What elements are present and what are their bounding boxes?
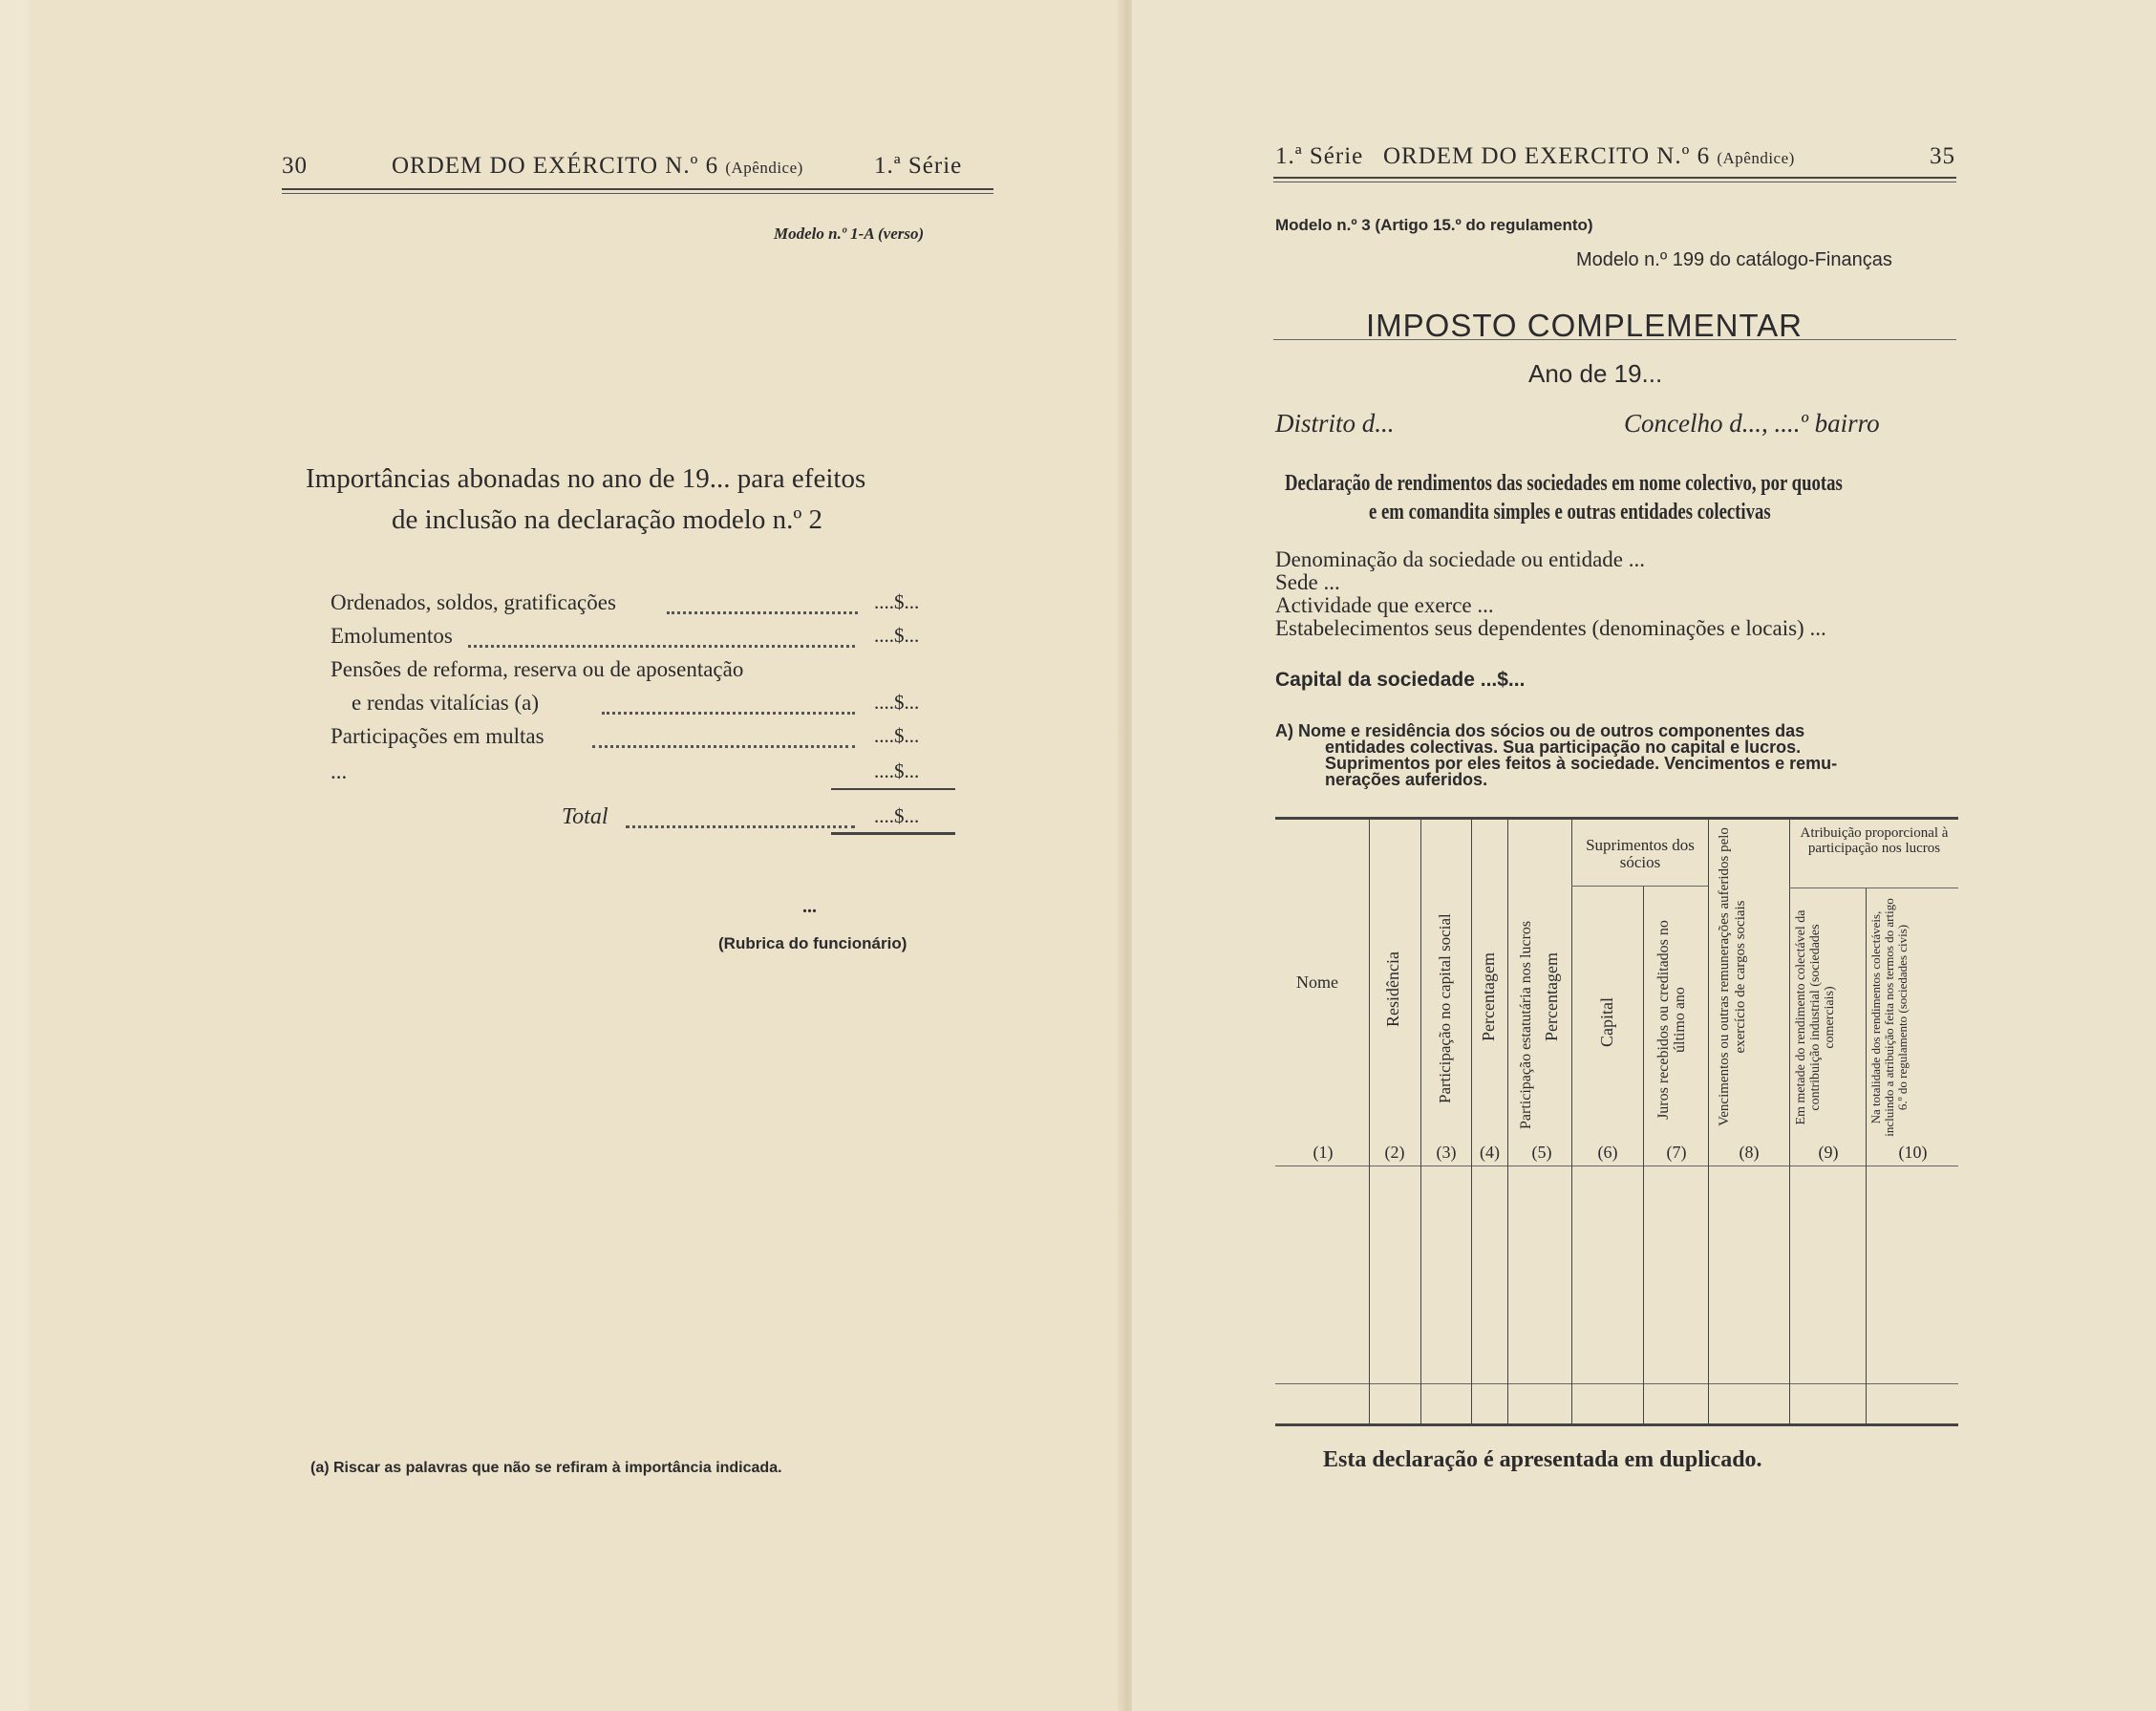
col-num-3: (3)	[1436, 1143, 1457, 1162]
left-footnote: (a) Riscar as palavras que não se refiram à importância indicada.	[310, 1460, 782, 1476]
right-header-rule	[1273, 177, 1956, 182]
field-denominacao: Denominação da sociedade ou entidade ...	[1275, 547, 1646, 571]
form-county: Concelho d..., ....º bairro	[1624, 409, 1880, 438]
left-heading-line2: de inclusão na declaração modelo n.º 2	[392, 504, 823, 535]
col-line-4	[1507, 820, 1508, 1423]
col-line-3	[1471, 820, 1472, 1423]
declaration-line1: Declaração de rendimentos das sociedades em nome colectivo, por quotas	[1285, 471, 1843, 496]
leader-total	[626, 825, 855, 828]
col-num-6: (6)	[1597, 1143, 1618, 1162]
right-model-line: Modelo n.º 3 (Artigo 15.º do regulamento)	[1275, 216, 1593, 234]
col-header-participacao-capital: Participação no capital social	[1436, 913, 1454, 1103]
left-header-series: 1.ª Série	[874, 153, 963, 179]
value-ordenados: ....$...	[874, 590, 920, 613]
col-header-metade: Em metade do rendimento colectável da contribuição industrial (sociedades comerciais)	[1794, 909, 1837, 1125]
col-line-7	[1708, 820, 1709, 1423]
col-header-percentagem-4: Percentagem	[1479, 952, 1498, 1041]
item-pensoes: Pensões de reforma, reserva ou de aposentação	[331, 657, 744, 681]
col-num-4: (4)	[1480, 1143, 1500, 1162]
right-catalog-line: Modelo n.º 199 do catálogo-Finanças	[1576, 249, 1892, 270]
right-header-title-text: ORDEM DO EXERCITO N.º 6	[1383, 143, 1711, 169]
col-header-nome: Nome	[1296, 973, 1338, 992]
col-header-totalidade: Na totalidade dos rendimentos colectáveis, incluindo a atribuição feita nos termos do artigo 6.º do regulamento (sociedades civis)	[1868, 898, 1910, 1137]
table-top-rule	[1275, 817, 1958, 820]
right-page	[1132, 0, 2156, 1711]
left-header-title-text: ORDEM DO EXÉRCITO N.º 6	[392, 153, 719, 179]
col-header-participacao-lucros: Participação estatutária nos lucros	[1518, 920, 1534, 1129]
field-sede: Sede ...	[1275, 570, 1340, 594]
col-line-6	[1643, 887, 1644, 1423]
col-line-5	[1571, 820, 1572, 1423]
col-num-5: (5)	[1531, 1143, 1552, 1162]
item-other: ...	[331, 759, 348, 783]
value-rendas: ....$...	[874, 691, 920, 714]
sum-rule	[831, 788, 955, 790]
left-heading-line1: Importâncias abonadas no ano de 19... para efeitos	[306, 463, 866, 494]
left-page	[29, 0, 1127, 1711]
signature-dots: ...	[802, 896, 817, 917]
group-suprimentos: Suprimentos dos sócios	[1586, 836, 1695, 871]
value-multas: ....$...	[874, 724, 920, 747]
group-suprimentos-rule	[1571, 886, 1708, 887]
leader-rendas	[602, 712, 855, 715]
item-rendas: e rendas vitalícias (a)	[352, 691, 540, 715]
col-num-7: (7)	[1666, 1143, 1687, 1162]
field-estabelecimentos: Estabelecimentos seus dependentes (denominações e locais) ...	[1275, 616, 1826, 640]
item-multas: Participações em multas	[331, 724, 544, 748]
col-num-10: (10)	[1898, 1143, 1928, 1162]
col-line-8	[1789, 820, 1790, 1423]
total-label: Total	[562, 804, 608, 829]
col-header-juros: Juros recebidos ou creditados no último ano	[1655, 920, 1688, 1120]
section-a-line2: entidades colectivas. Sua participação no capital e lucros.	[1325, 738, 1802, 757]
item-ordenados: Ordenados, soldos, gratificações	[331, 590, 616, 614]
form-title: IMPOSTO COMPLEMENTAR	[1366, 308, 1803, 343]
total-value: ....$...	[874, 804, 920, 827]
col-num-2: (2)	[1384, 1143, 1405, 1162]
leader-multas	[592, 745, 855, 748]
left-page-number: 30	[282, 153, 308, 179]
closing-note: Esta declaração é apresentada em duplicado.	[1323, 1447, 1762, 1472]
col-header-percentagem-5: Percentagem	[1542, 952, 1561, 1041]
section-a-line3: Suprimentos por eles feitos à sociedade. Vencimentos e remu-	[1325, 754, 1838, 773]
group-atribuicao: Atribuição proporcional à participação nos lucros	[1800, 825, 1949, 856]
item-emolumentos: Emolumentos	[331, 624, 453, 648]
col-num-9: (9)	[1818, 1143, 1839, 1162]
col-header-residencia: Residência	[1383, 952, 1402, 1027]
signature-label: (Rubrica do funcionário)	[718, 934, 907, 952]
section-a-line4: nerações auferidos.	[1325, 770, 1488, 789]
form-district: Distrito d...	[1275, 409, 1395, 438]
field-actividade: Actividade que exerce ...	[1275, 593, 1494, 617]
table-bottom-rule	[1275, 1423, 1958, 1426]
left-header-title	[392, 153, 803, 180]
col-line-2	[1420, 820, 1421, 1423]
right-page-number: 35	[1930, 143, 1955, 169]
table-total-rule	[1275, 1383, 1958, 1384]
capital-line: Capital da sociedade ...$...	[1275, 669, 1526, 691]
declaration-line2: e em comandita simples e outras entidades colectivas	[1369, 500, 1771, 524]
leader-emolumentos	[468, 645, 855, 648]
col-header-capital: Capital	[1597, 997, 1616, 1047]
right-header-title	[1383, 143, 1795, 170]
value-emolumentos: ....$...	[874, 624, 920, 647]
leader-ordenados	[667, 611, 858, 614]
right-header-appendix: (Apêndice)	[1717, 149, 1795, 167]
left-model-label: Modelo n.º 1-A (verso)	[774, 225, 925, 243]
section-a-line1: A) Nome e residência dos sócios ou de outros componentes das	[1275, 721, 1805, 740]
col-header-vencimentos: Vencimentos ou outras remunerações auferidos pelo exercício de cargos sociais	[1717, 827, 1748, 1126]
form-year: Ano de 19...	[1528, 359, 1663, 388]
col-num-1: (1)	[1313, 1143, 1334, 1162]
left-header-rule	[282, 188, 993, 194]
value-other: ....$...	[874, 759, 920, 782]
col-line-9	[1866, 888, 1867, 1423]
total-rule	[831, 832, 955, 835]
col-line-1	[1369, 820, 1370, 1423]
col-num-8: (8)	[1739, 1143, 1760, 1162]
right-header-series: 1.ª Série	[1275, 143, 1364, 169]
left-header-appendix: (Apêndice)	[725, 159, 803, 177]
